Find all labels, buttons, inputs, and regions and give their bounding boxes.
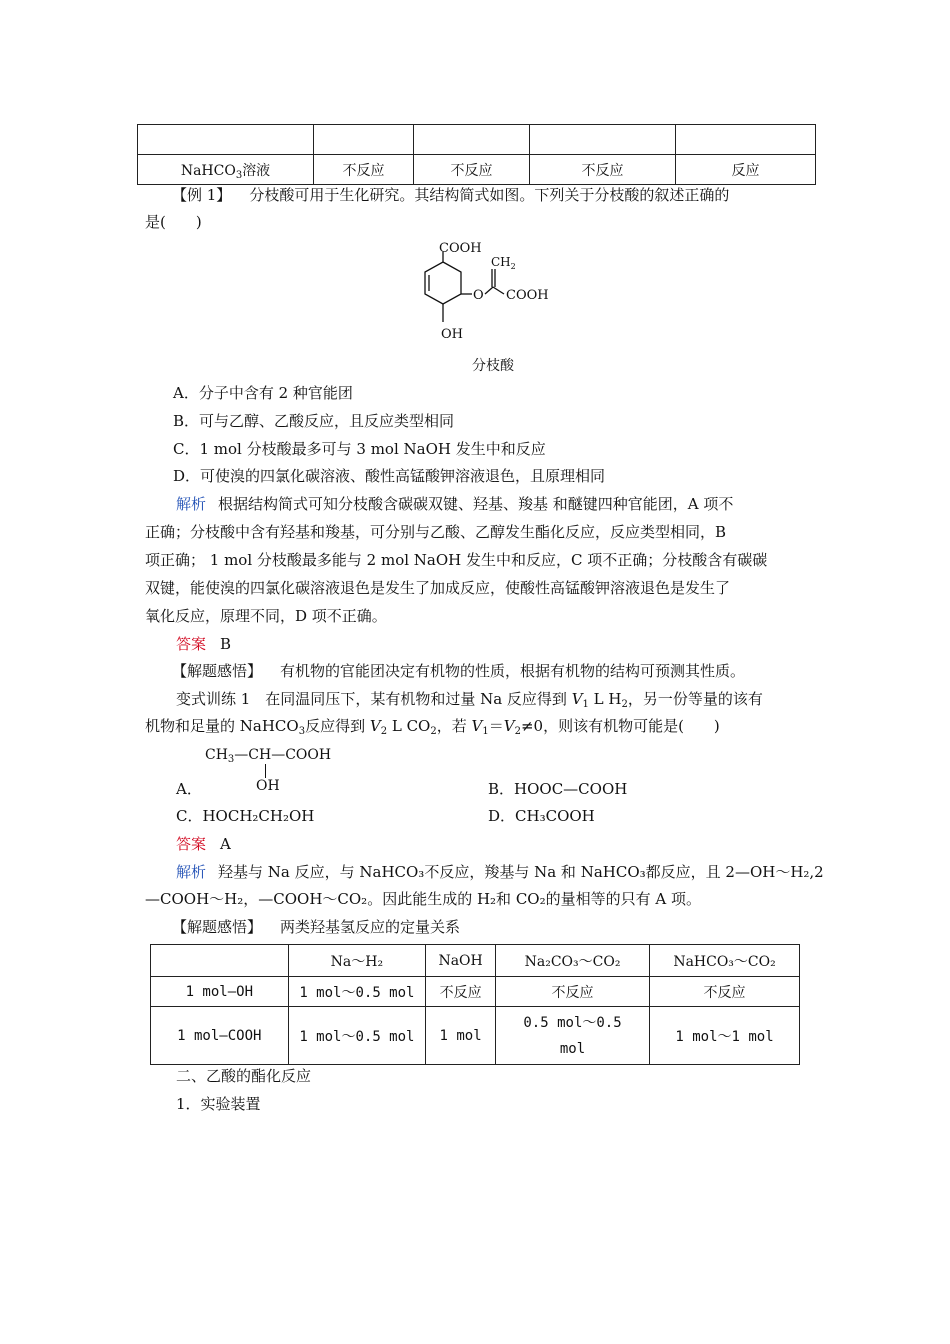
table-cell xyxy=(414,125,530,155)
answer-label: 答案 xyxy=(176,835,207,853)
analysis-label: 解析 xyxy=(176,863,207,881)
analysis-label: 解析 xyxy=(176,495,207,513)
table-header: Na₂CO₃～CO₂ xyxy=(496,945,650,977)
oh-label: OH xyxy=(441,327,463,342)
example1-answer: 答案 B xyxy=(176,635,232,653)
option-a-formula: $CH_3—CH—COOH$ xyxy=(205,747,332,765)
table-row xyxy=(151,977,800,1007)
hydroxyl-hydrogen-table xyxy=(150,944,800,1065)
variant1-option-b: B．HOOC—COOH xyxy=(488,780,628,798)
variant1-line2: 机物和足量的 NaHCO$_3$反应得到 $V_2$ L $CO_2$，若 $V_1=V_2\ne 0$，则该有机物可能是( ) xyxy=(145,717,720,737)
table-row xyxy=(151,1007,800,1065)
reaction-table-top xyxy=(137,124,816,185)
table-header: Na～H₂ xyxy=(288,945,426,977)
example1-stem-line1: 【例 1】 分枝酸可用于生化研究。其结构简式如图。下列关于分枝酸的叙述正确的 xyxy=(172,186,730,204)
table-cell: 反应 xyxy=(676,155,816,185)
table-cell: 0.5 mol～0.5 mol xyxy=(496,1007,650,1065)
table-cell xyxy=(530,125,676,155)
example1-analysis-line2: 正确；分枝酸中含有羟基和羧基，可分别与乙酸、乙醇发生酯化反应，反应类型相同，B xyxy=(145,523,727,541)
section2-item1: 1．实验装置 xyxy=(176,1095,261,1113)
table-cell xyxy=(138,125,314,155)
option-a-oh: OH xyxy=(256,778,280,794)
variant1-answer: 答案 A xyxy=(176,835,231,853)
cooh-top-label: COOH xyxy=(439,241,482,256)
table-cell: 1 mol～0.5 mol xyxy=(288,1007,426,1065)
table-cell: 不反应 xyxy=(650,977,800,1007)
example1-stem-line2: 是( ) xyxy=(145,213,202,231)
variant1-option-c: C．HOCH₂CH₂OH xyxy=(176,807,315,825)
variant1-line1: 变式训练 1 在同温同压下，某有机物和过量 Na 反应得到 $V_1$ L $H_2$，另一份等量的该有 xyxy=(176,690,763,710)
row-label-nahco3: NaHCO$_3$溶液 xyxy=(138,155,314,185)
table-cell: 1 mol—OH xyxy=(151,977,289,1007)
section2-title: 二、乙酸的酯化反应 xyxy=(176,1067,312,1085)
insight2: 【解题感悟】 两类羟基氢反应的定量关系 xyxy=(172,918,461,936)
example1-analysis-line3: 项正确； 1 mol 分枝酸最多能与 2 mol NaOH 发生中和反应，C 项不正确；分枝酸含有碳碳 xyxy=(145,551,768,569)
variant1-option-a: A． xyxy=(176,780,202,798)
example1-option-c: C．1 mol 分枝酸最多可与 3 mol NaOH 发生中和反应 xyxy=(173,440,546,458)
table-header: NaHCO₃～CO₂ xyxy=(650,945,800,977)
table-cell: 1 mol～0.5 mol xyxy=(288,977,426,1007)
table-header: NaOH xyxy=(426,945,496,977)
table-header-row xyxy=(151,945,800,977)
example1-option-a: A．分子中含有 2 种官能团 xyxy=(173,384,353,402)
table-cell: 1 mol xyxy=(426,1007,496,1065)
table-row xyxy=(138,125,816,155)
insight1: 【解题感悟】 有机物的官能团决定有机物的性质，根据有机物的结构可预测其性质。 xyxy=(172,662,746,680)
table-row xyxy=(138,155,816,185)
example1-option-b: B．可与乙醇、乙酸反应，且反应类型相同 xyxy=(173,412,455,430)
insight-tag: 【解题感悟】 xyxy=(172,662,263,680)
insight-tag: 【解题感悟】 xyxy=(172,918,263,936)
table-cell: 不反应 xyxy=(414,155,530,185)
cooh-right-label: COOH xyxy=(506,288,549,303)
ch2-label: $CH_2$ xyxy=(491,255,516,271)
table-cell xyxy=(314,125,414,155)
example1-analysis-line4: 双键，能使溴的四氯化碳溶液退色是发生了加成反应，使酸性高锰酸钾溶液退色是发生了 xyxy=(145,579,731,597)
example1-analysis-line1: 解析 根据结构简式可知分枝酸含碳碳双键、羟基、羧基 和醚键四种官能团，A 项不 xyxy=(176,495,734,513)
table-cell: 不反应 xyxy=(314,155,414,185)
variant1-analysis-line2: —COOH～H₂，—COOH～CO₂。因此能生成的 H₂和 CO₂的量相等的只有 A 项。 xyxy=(145,890,701,908)
table-cell: 1 mol～1 mol xyxy=(650,1007,800,1065)
table-cell: 不反应 xyxy=(426,977,496,1007)
table-cell xyxy=(676,125,816,155)
table-cell: 不反应 xyxy=(530,155,676,185)
branched-acid-structure xyxy=(410,238,570,350)
example1-tag: 【例 1】 xyxy=(172,186,232,204)
answer-label: 答案 xyxy=(176,635,207,653)
variant1-option-d: D．CH₃COOH xyxy=(488,807,595,825)
table-cell: 不反应 xyxy=(496,977,650,1007)
structure-caption: 分枝酸 xyxy=(472,358,514,374)
example1-analysis-line5: 氧化反应，原理不同，D 项不正确。 xyxy=(145,607,387,625)
example1-option-d: D．可使溴的四氯化碳溶液、酸性高锰酸钾溶液退色，且原理相同 xyxy=(173,467,606,485)
ether-o-label: O xyxy=(473,288,484,303)
table-cell: 1 mol—COOH xyxy=(151,1007,289,1065)
table-header xyxy=(151,945,289,977)
variant1-analysis-line1: 解析 羟基与 Na 反应，与 NaHCO₃不反应，羧基与 Na 和 NaHCO₃都反应，且 2—OH～H₂,2 xyxy=(176,863,824,881)
